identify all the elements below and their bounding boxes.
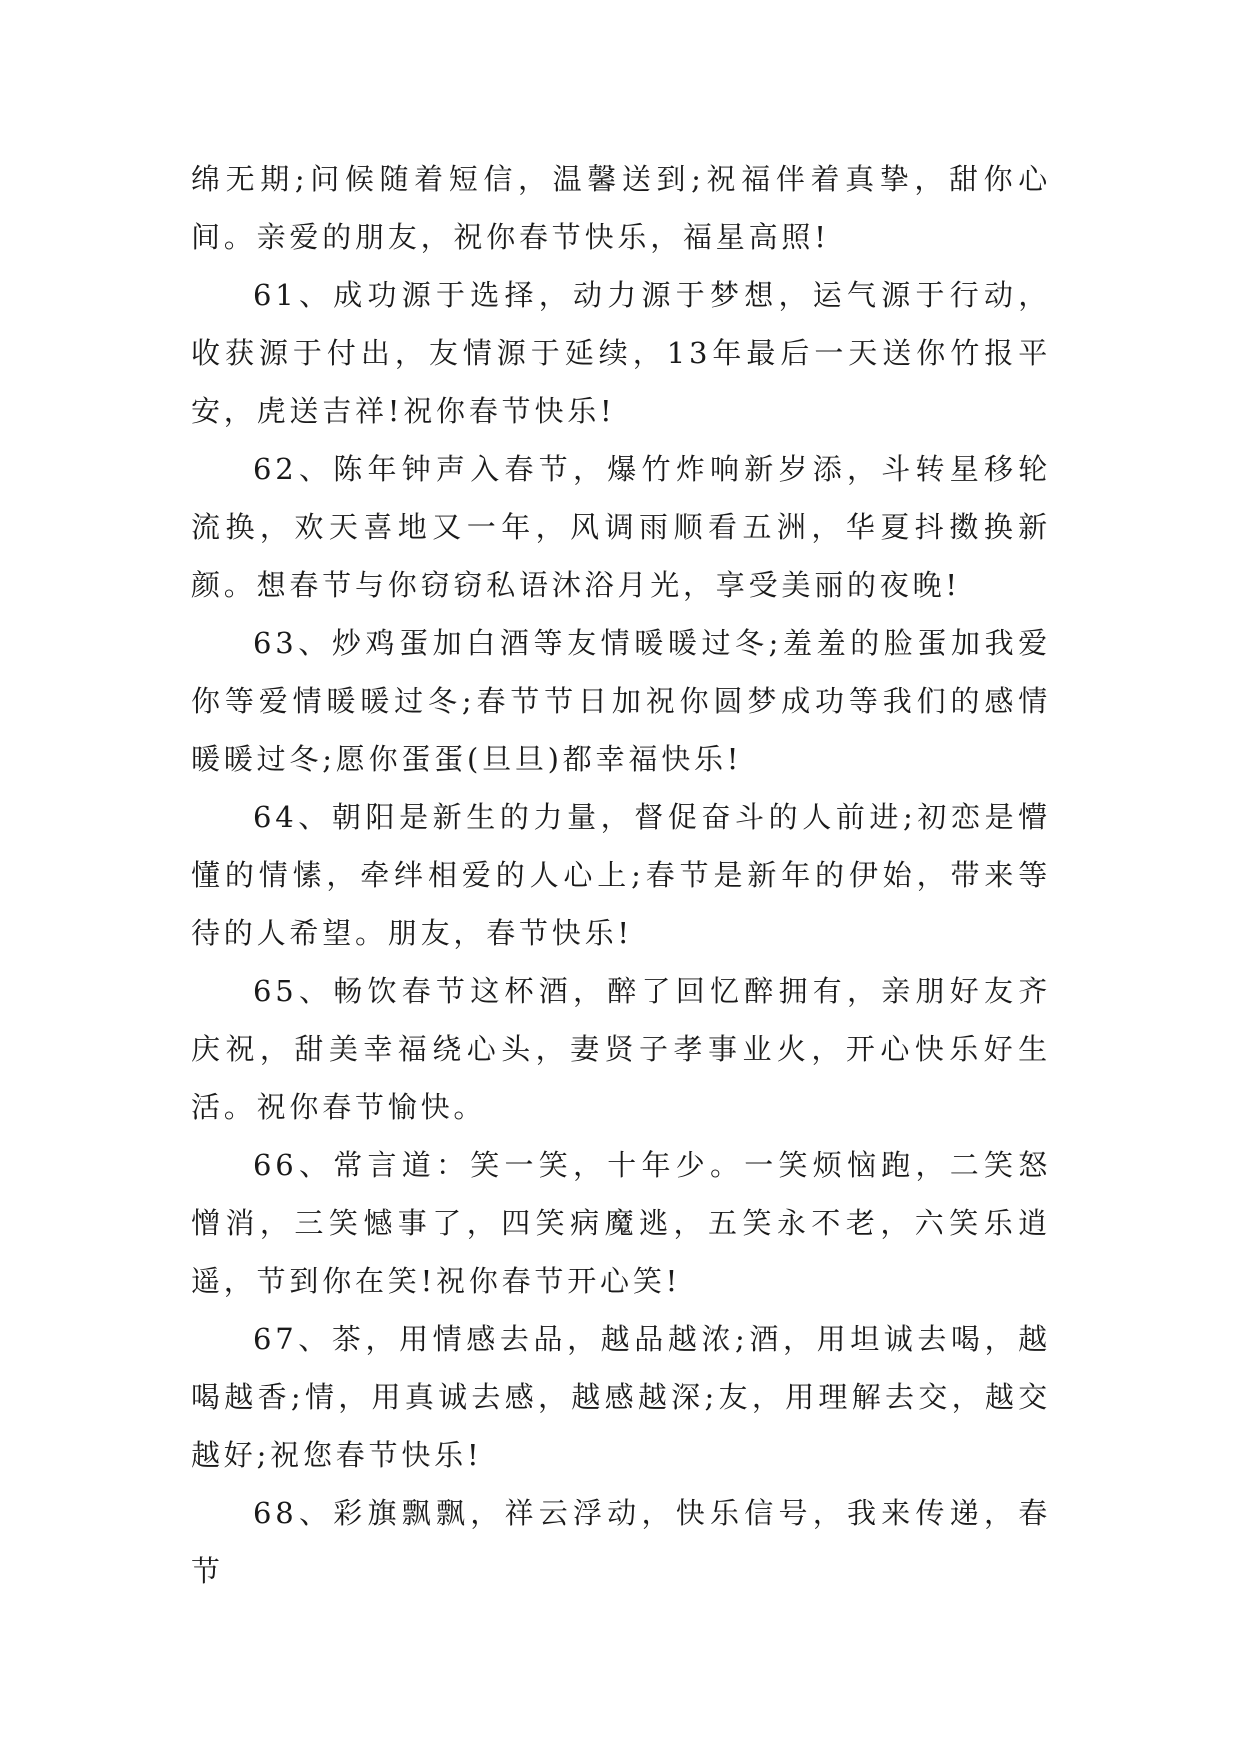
- paragraph-65: 65、畅饮春节这杯酒，醉了回忆醉拥有，亲朋好友齐庆祝，甜美幸福绕心头，妻贤子孝事业火，开心快乐好生活。祝你春节愉快。: [191, 974, 1051, 1124]
- paragraph-67: 67、茶，用情感去品，越品越浓;酒，用坦诚去喝，越喝越香;情，用真诚去感，越感越深;友，用理解去交，越交越好;祝您春节快乐!: [191, 1322, 1051, 1472]
- paragraph-64: 64、朝阳是新生的力量，督促奋斗的人前进;初恋是懵懂的情愫，牵绊相爱的人心上;春节是新年的伊始，带来等待的人希望。朋友，春节快乐!: [191, 800, 1051, 950]
- paragraph-66: 66、常言道：笑一笑，十年少。一笑烦恼跑，二笑怒憎消，三笑憾事了，四笑病魔逃，五笑永不老，六笑乐逍遥，节到你在笑!祝你春节开心笑!: [191, 1148, 1051, 1298]
- paragraph-68: 68、彩旗飘飘，祥云浮动，快乐信号，我来传递，春节: [191, 1496, 1051, 1588]
- paragraph-63: 63、炒鸡蛋加白酒等友情暖暖过冬;羞羞的脸蛋加我爱你等爱情暖暖过冬;春节节日加祝你圆梦成功等我们的感情暖暖过冬;愿你蛋蛋(旦旦)都幸福快乐!: [191, 626, 1051, 776]
- paragraph-62: 62、陈年钟声入春节，爆竹炸响新岁添，斗转星移轮流换，欢天喜地又一年，风调雨顺看五洲，华夏抖擞换新颜。想春节与你窃窃私语沐浴月光，享受美丽的夜晚!: [191, 452, 1051, 602]
- document-body: [191, 150, 1051, 1600]
- paragraph-61: 61、成功源于选择，动力源于梦想，运气源于行动，收获源于付出，友情源于延续，13年最后一天送你竹报平安，虎送吉祥!祝你春节快乐!: [191, 278, 1051, 428]
- paragraph-continuation: 绵无期;问候随着短信，温馨送到;祝福伴着真挚，甜你心间。亲爱的朋友，祝你春节快乐，福星高照!: [191, 162, 1051, 254]
